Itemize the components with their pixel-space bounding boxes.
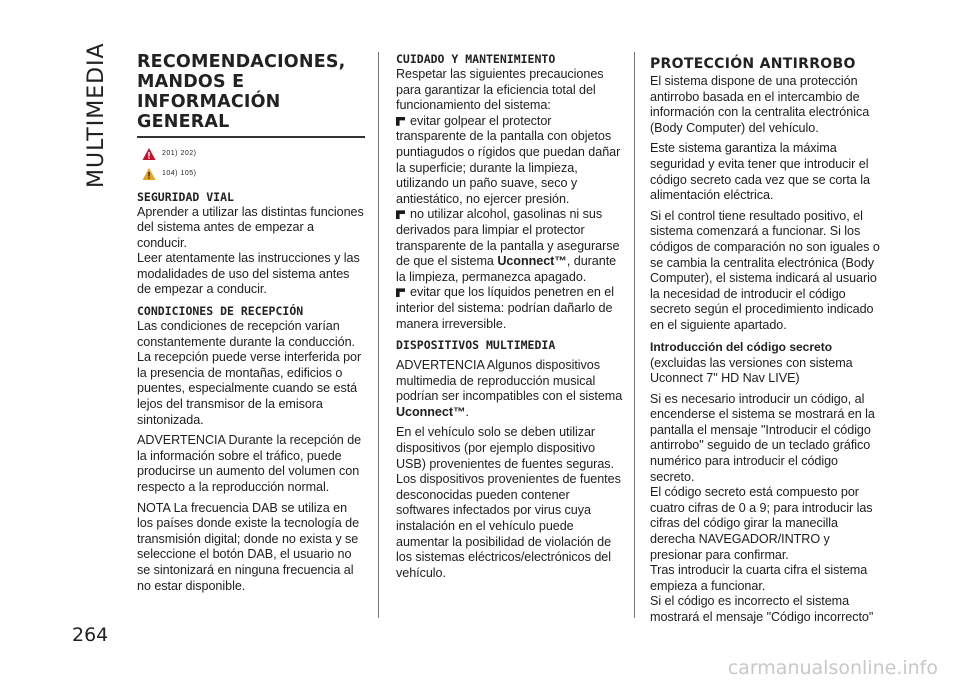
care-bullet: no utilizar alcohol, gasolinas ni sus derivados para limpiar el protector transparente de la pantalla y asegurarse de que el sistema Uconnect™, durante la limpieza, permanezca apagado. xyxy=(396,207,620,284)
section-side-label: MULTIMEDIA xyxy=(84,42,109,188)
care-bullet: evitar golpear el protector transparente de la pantalla con objetos puntiagudos o rígidos que puedan dañar la superficie; durante la limpieza, utilizando un paño suave, seco y antiestático, no ejercer presión. xyxy=(396,113,621,206)
section-title: RECOMENDACIONES, MANDOS E INFORMACIÓN GENERAL xyxy=(137,52,346,132)
secret-code-paragraph: El código secreto está compuesto por cuatro cifras de 0 a 9; para introducir las cifras del código girar la manecilla derecha NAVEGADOR/INTRO y presionar para confirmar. xyxy=(650,485,873,562)
secret-code-heading: Introducción del código secreto xyxy=(650,339,833,354)
secret-code-paragraph: Tras introducir la cuarta cifra el sistema empieza a funcionar. xyxy=(650,563,868,593)
reception-paragraph: Las condiciones de recepción varían constantemente durante la conducción. La recepción puede verse interferida por la presencia de montañas, edificios o puentes, especialmente cuando se está lejos del transmisor de la emisora sintonizada. xyxy=(137,319,362,427)
column-middle xyxy=(396,52,624,586)
reference-icons xyxy=(140,144,365,184)
caution-triangle-amber-icon xyxy=(142,167,156,181)
brand-name: Uconnect™ xyxy=(396,404,466,419)
reception-heading: CONDICIONES DE RECEPCIÓN xyxy=(137,304,304,319)
bullet-icon xyxy=(396,210,406,219)
caution-codes: 104) 105) xyxy=(162,170,197,177)
secret-code-paragraph: Si es necesario introducir un código, al encenderse el sistema se mostrará en la pantalla el mensaje "Introducir el código antirrobo" seguido de un teclado gráfico numérico para introducir el código secreto. xyxy=(650,391,875,484)
caution-reference xyxy=(140,164,365,184)
column-divider xyxy=(634,52,635,618)
title-underline xyxy=(137,136,365,138)
column-left xyxy=(137,52,365,599)
road-safety-paragraph: Leer atentamente las instrucciones y las modalidades de uso del sistema antes de empezar a conducir. xyxy=(137,251,360,297)
devices-warning: ADVERTENCIA Algunos dispositivos multimedia de reproducción musical podrían ser incompatibles con el sistema Uconnect™. xyxy=(396,358,623,419)
road-safety-heading: SEGURIDAD VIAL xyxy=(137,189,234,204)
bullet-icon xyxy=(396,288,406,297)
antitheft-paragraph: El sistema dispone de una protección antirrobo basada en el intercambio de información con la centralita electrónica (Body Computer) del vehículo. xyxy=(650,74,870,135)
antitheft-heading: PROTECCIÓN ANTIRROBO xyxy=(650,56,856,72)
warning-codes: 201) 202) xyxy=(162,150,197,157)
column-divider xyxy=(378,52,379,618)
warning-reference xyxy=(140,144,365,164)
column-right xyxy=(650,56,882,626)
reception-note: NOTA La frecuencia DAB se utiliza en los países donde existe la tecnología de transmisión digital; donde no exista y se seleccione el botón DAB, el usuario no se sintonizará en ninguna frecuencia al no estar disponible. xyxy=(137,500,360,593)
devices-paragraph: En el vehículo solo se deben utilizar dispositivos (por ejemplo dispositivo USB) provenientes de fuentes seguras. Los dispositivos provenientes de fuentes desconocidas pueden contener softwares infectados por virus cuya instalación en el vehículo puede aumentar la posibilidad de violación de los sistemas eléctricos/electrónicos del vehículo. xyxy=(396,425,621,580)
reception-warning: ADVERTENCIA Durante la recepción de la información sobre el tráfico, puede producirse un aumento del volumen con respecto a la reproducción normal. xyxy=(137,433,362,494)
bullet-icon xyxy=(396,117,406,126)
secret-code-paragraph: Si el código es incorrecto el sistema mostrará el mensaje "Código incorrecto" xyxy=(650,594,874,624)
watermark: carmanualsonline.info xyxy=(727,657,938,679)
road-safety-paragraph: Aprender a utilizar las distintas funciones del sistema antes de empezar a conducir. xyxy=(137,204,364,250)
care-heading: CUIDADO Y MANTENIMIENTO xyxy=(396,52,556,66)
antitheft-paragraph: Este sistema garantiza la máxima seguridad y evita tener que introducir el código secreto cada vez que se corta la alimentación eléctrica. xyxy=(650,141,870,203)
page-number: 264 xyxy=(72,624,109,646)
antitheft-paragraph: Si el control tiene resultado positivo, el sistema comenzará a funcionar. Si los códigos de comparación no son iguales o se cambia la centralita electrónica (Body Computer), el sistema indicará al usuario la necesidad de introducir el código secreto según el procedimiento indicado en el siguiente apartado. xyxy=(650,208,880,332)
devices-heading: DISPOSITIVOS MULTIMEDIA xyxy=(396,338,556,353)
secret-code-paragraph: (excluidas las versiones con sistema Uconnect 7" HD Nav LIVE) xyxy=(650,355,853,386)
brand-name: Uconnect™ xyxy=(497,254,567,269)
warning-triangle-red-icon xyxy=(142,147,156,161)
care-bullet: evitar que los líquidos penetren en el interior del sistema: podrían dañarlo de manera irreversible. xyxy=(396,285,614,331)
care-intro: Respetar las siguientes precauciones para garantizar la eficiencia total del funcionamiento del sistema: xyxy=(396,67,604,113)
